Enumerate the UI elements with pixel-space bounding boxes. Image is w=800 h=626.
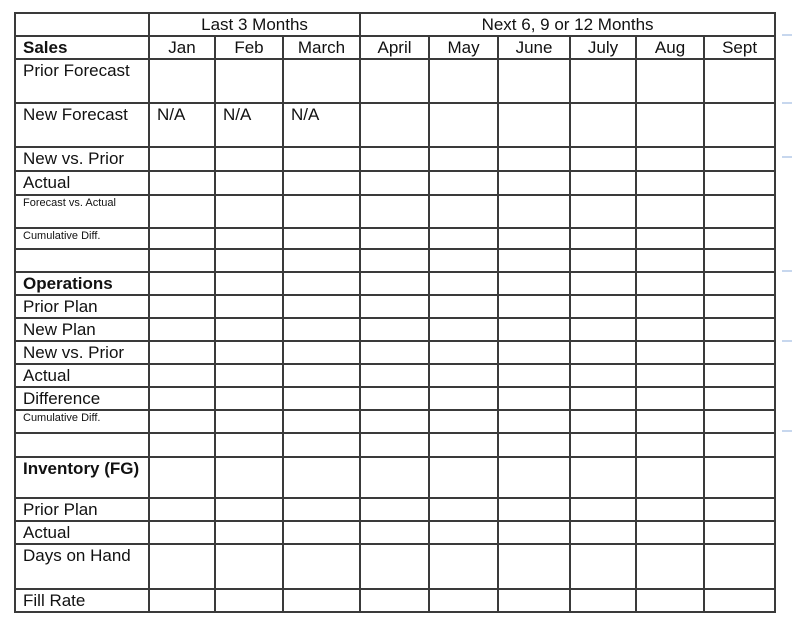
row-label: Prior Forecast [15,59,149,103]
empty-cell [429,147,498,171]
empty-cell [283,521,360,544]
empty-cell [149,195,215,228]
empty-cell [636,59,704,103]
month-march: March [283,36,360,59]
empty-cell [283,295,360,318]
spacer-row [15,249,775,272]
empty-cell [636,249,704,272]
empty-cell [429,272,498,295]
table-row [15,228,775,249]
month-june: June [498,36,570,59]
empty-cell [429,59,498,103]
empty-cell [570,457,636,498]
empty-cell [498,387,570,410]
empty-cell [15,433,149,457]
empty-cell [15,249,149,272]
empty-cell [215,387,283,410]
empty-cell [570,433,636,457]
empty-cell [498,228,570,249]
empty-cell [429,544,498,589]
empty-cell [498,433,570,457]
empty-cell [704,249,775,272]
last-3-months-header: Last 3 Months [149,13,360,36]
month-feb: Feb [215,36,283,59]
empty-cell [360,387,429,410]
empty-cell [283,364,360,387]
empty-corner-cell [15,13,149,36]
empty-cell [429,410,498,433]
empty-cell [360,103,429,147]
sales-section-label: Sales [15,36,149,59]
empty-cell [704,295,775,318]
empty-cell [498,147,570,171]
month-april: April [360,36,429,59]
empty-cell [636,295,704,318]
empty-cell [360,195,429,228]
empty-cell [429,171,498,195]
group-header-row [15,13,775,36]
empty-cell [498,195,570,228]
empty-cell [704,171,775,195]
empty-cell [636,364,704,387]
empty-cell [215,410,283,433]
empty-cell [498,341,570,364]
table-row [15,195,775,228]
empty-cell [429,521,498,544]
empty-cell [570,521,636,544]
empty-cell [570,364,636,387]
empty-cell [215,589,283,612]
empty-cell [498,544,570,589]
section-header-row [15,272,775,295]
empty-cell [636,318,704,341]
row-label: Prior Plan [15,498,149,521]
empty-cell [149,228,215,249]
empty-cell [429,433,498,457]
empty-cell [360,498,429,521]
table-row [15,521,775,544]
empty-cell [360,410,429,433]
empty-cell [283,249,360,272]
empty-cell [570,228,636,249]
empty-cell [283,147,360,171]
empty-cell [636,272,704,295]
empty-cell [570,589,636,612]
empty-cell [704,457,775,498]
value-cell: N/A [283,103,360,147]
empty-cell [429,318,498,341]
empty-cell [215,521,283,544]
row-label: Actual [15,364,149,387]
month-may: May [429,36,498,59]
empty-cell [149,457,215,498]
empty-cell [704,341,775,364]
empty-cell [360,341,429,364]
empty-cell [498,364,570,387]
empty-cell [360,295,429,318]
empty-cell [149,364,215,387]
empty-cell [215,364,283,387]
row-label: Prior Plan [15,295,149,318]
table-row [15,410,775,433]
empty-cell [149,498,215,521]
empty-cell [283,589,360,612]
empty-cell [636,521,704,544]
empty-cell [360,544,429,589]
empty-cell [215,272,283,295]
table-row [15,147,775,171]
empty-cell [704,498,775,521]
table-row [15,589,775,612]
empty-cell [360,521,429,544]
empty-cell [429,249,498,272]
empty-cell [283,341,360,364]
month-sept: Sept [704,36,775,59]
table-row [15,59,775,103]
empty-cell [215,544,283,589]
empty-cell [215,498,283,521]
operations-section-label: Operations [15,272,149,295]
empty-cell [215,433,283,457]
empty-cell [215,318,283,341]
empty-cell [149,589,215,612]
empty-cell [360,249,429,272]
row-label: New Plan [15,318,149,341]
empty-cell [498,272,570,295]
empty-cell [570,147,636,171]
row-label: Cumulative Diff. [15,228,149,249]
empty-cell [636,171,704,195]
empty-cell [498,249,570,272]
empty-cell [215,59,283,103]
empty-cell [570,318,636,341]
empty-cell [283,272,360,295]
row-label: New vs. Prior [15,147,149,171]
empty-cell [283,59,360,103]
empty-cell [360,147,429,171]
empty-cell [498,457,570,498]
row-label: Difference [15,387,149,410]
empty-cell [215,295,283,318]
empty-cell [570,195,636,228]
empty-cell [704,103,775,147]
empty-cell [149,410,215,433]
empty-cell [283,387,360,410]
empty-cell [704,521,775,544]
empty-cell [149,147,215,171]
empty-cell [360,228,429,249]
empty-cell [149,433,215,457]
empty-cell [360,318,429,341]
empty-cell [149,295,215,318]
empty-cell [215,341,283,364]
empty-cell [429,228,498,249]
empty-cell [429,195,498,228]
empty-cell [498,295,570,318]
empty-cell [570,341,636,364]
empty-cell [570,59,636,103]
empty-cell [498,171,570,195]
inventory-section-label: Inventory (FG) [15,457,149,498]
empty-cell [283,228,360,249]
table-row [15,318,775,341]
row-label: Days on Hand [15,544,149,589]
value-cell: N/A [215,103,283,147]
empty-cell [636,228,704,249]
empty-cell [570,295,636,318]
empty-cell [360,171,429,195]
table-row [15,498,775,521]
row-label: New Forecast [15,103,149,147]
section-header-row [15,457,775,498]
empty-cell [570,103,636,147]
empty-cell [570,387,636,410]
empty-cell [149,272,215,295]
empty-cell [429,364,498,387]
empty-cell [636,433,704,457]
empty-cell [704,195,775,228]
empty-cell [636,195,704,228]
empty-cell [704,59,775,103]
empty-cell [570,272,636,295]
row-label: Actual [15,171,149,195]
empty-cell [429,457,498,498]
empty-cell [283,195,360,228]
row-label: Forecast vs. Actual [15,195,149,228]
empty-cell [636,498,704,521]
empty-cell [360,433,429,457]
empty-cell [636,410,704,433]
empty-cell [360,457,429,498]
empty-cell [570,544,636,589]
empty-cell [498,318,570,341]
empty-cell [498,103,570,147]
row-label: Actual [15,521,149,544]
empty-cell [283,171,360,195]
empty-cell [636,544,704,589]
empty-cell [283,457,360,498]
empty-cell [283,410,360,433]
sop-planning-table [14,12,776,613]
empty-cell [360,59,429,103]
row-label: Cumulative Diff. [15,410,149,433]
empty-cell [215,228,283,249]
empty-cell [283,498,360,521]
empty-cell [283,318,360,341]
empty-cell [283,544,360,589]
empty-cell [636,589,704,612]
empty-cell [704,433,775,457]
empty-cell [704,410,775,433]
empty-cell [360,589,429,612]
empty-cell [498,589,570,612]
empty-cell [215,457,283,498]
empty-cell [215,171,283,195]
empty-cell [570,410,636,433]
table-row [15,295,775,318]
empty-cell [283,433,360,457]
empty-cell [149,171,215,195]
empty-cell [149,249,215,272]
month-july: July [570,36,636,59]
row-label: New vs. Prior [15,341,149,364]
next-months-header: Next 6, 9 or 12 Months [360,13,775,36]
empty-cell [704,147,775,171]
month-jan: Jan [149,36,215,59]
empty-cell [215,249,283,272]
empty-cell [429,498,498,521]
empty-cell [429,387,498,410]
table-row [15,341,775,364]
empty-cell [570,249,636,272]
empty-cell [498,59,570,103]
spacer-row [15,433,775,457]
month-aug: Aug [636,36,704,59]
empty-cell [704,589,775,612]
empty-cell [704,364,775,387]
empty-cell [149,318,215,341]
value-cell: N/A [149,103,215,147]
empty-cell [636,387,704,410]
empty-cell [360,272,429,295]
empty-cell [215,147,283,171]
empty-cell [215,195,283,228]
row-label: Fill Rate [15,589,149,612]
empty-cell [429,341,498,364]
empty-cell [636,103,704,147]
table-row [15,103,775,147]
table-row [15,364,775,387]
empty-cell [704,387,775,410]
table-row [15,387,775,410]
table-row [15,171,775,195]
empty-cell [704,228,775,249]
empty-cell [704,544,775,589]
empty-cell [149,59,215,103]
empty-cell [570,498,636,521]
empty-cell [636,147,704,171]
table-row [15,544,775,589]
empty-cell [149,387,215,410]
empty-cell [704,318,775,341]
empty-cell [498,410,570,433]
empty-cell [360,364,429,387]
empty-cell [704,272,775,295]
empty-cell [149,544,215,589]
empty-cell [429,103,498,147]
empty-cell [498,498,570,521]
empty-cell [429,589,498,612]
month-header-row [15,36,775,59]
empty-cell [570,171,636,195]
empty-cell [498,521,570,544]
empty-cell [149,341,215,364]
empty-cell [636,341,704,364]
empty-cell [636,457,704,498]
empty-cell [149,521,215,544]
empty-cell [429,295,498,318]
